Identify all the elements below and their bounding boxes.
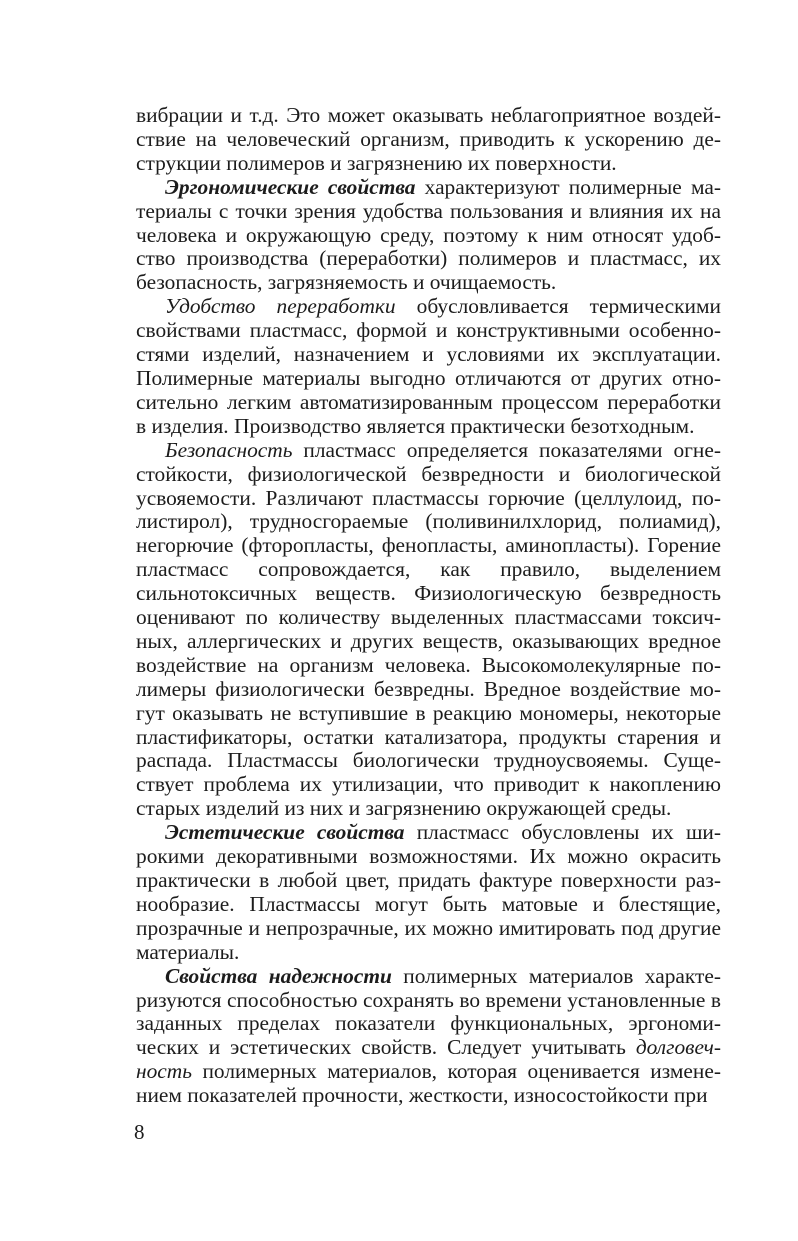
paragraph-safety (136, 439, 721, 822)
paragraph-processing-convenience (136, 295, 721, 438)
paragraph-aesthetic-properties (136, 821, 721, 964)
term-durability: долговечность (136, 1035, 721, 1084)
page-number: 8 (134, 1120, 145, 1144)
body-text (136, 104, 721, 1108)
paragraph-ergonomic-properties (136, 176, 721, 296)
term-ergonomic-properties: Эргономические свойства (165, 174, 416, 199)
term-reliability-properties: Свойства надежности (165, 963, 392, 988)
paragraph-text: полимерных материалов, которая оценивается изменением показателей прочности, жесткости, износостойкости при (136, 1059, 721, 1108)
paragraph-text: полимерных материалов характеризуются способностью сохранять во времени установленные в заданных пределах показатели функциональных, эргономических и эстетических свойств. Следует учитывать (136, 963, 721, 1060)
term-safety: Безопасность (165, 437, 293, 462)
paragraph-text: вибрации и т.д. Это может оказывать неблагоприятное воздействие на человеческий организм, приводить к ускорению деструкции полимеров и загрязнению их поверхности. (136, 103, 721, 175)
term-processing-convenience: Удобство переработки (165, 294, 396, 319)
paragraph-vibration-continuation (136, 104, 721, 176)
term-aesthetic-properties: Эстетические свойства (165, 820, 405, 845)
paragraph-text: пластмасс обусловлены их широкими декоративными возможностями. Их можно окрасить практически в любой цвет, придать фактуре поверхности разнообразие. Пластмассы могут быть матовые и блестящие, прозрачные и непрозрачные, их можно имитировать под другие материалы. (136, 820, 721, 964)
paragraph-text: пластмасс определяется показателями огнестойкости, физиологической безвредности и биологической усвояемости. Различают пластмассы горючие (целлулоид, полистирол), трудносгораемые (поливинилхлорид, полиамид), негорючие (фторопласты, фенопласты, аминопласты). Горение пластмасс сопровождается, как правило, выделением сильнотоксичных веществ. Физиологическую безвредность оценивают по количеству выделенных пластмассами токсичных, аллергических и других веществ, оказывающих вредное воздействие на организм человека. Высокомолекулярные полимеры физиологически безвредны. Вредное воздействие могут оказывать не вступившие в реакцию мономеры, некоторые пластификаторы, остатки катализатора, продукты старения и распада. Пластмассы биологически трудноусвояемы. Существует проблема их утилизации, что приводит к накоплению старых изделий из них и загрязнению окружающей среды. (136, 437, 721, 821)
paragraph-text: обусловливается термическими свойствами пластмасс, формой и конструктивными особенностями изделий, назначением и условиями их эксплуатации. Полимерные материалы выгодно отличаются от других относительно легким автоматизированным процессом переработки в изделия. Производство является практически безотходным. (136, 294, 721, 438)
paragraph-reliability-properties (136, 965, 721, 1108)
paragraph-text: характеризуют полимерные материалы с точки зрения удобства пользования и влияния их на человека и окружающую среду, поэтому к ним относят удобство производства (переработки) полимеров и пластмасс, их безопасность, загрязняемость и очищаемость. (136, 174, 721, 295)
